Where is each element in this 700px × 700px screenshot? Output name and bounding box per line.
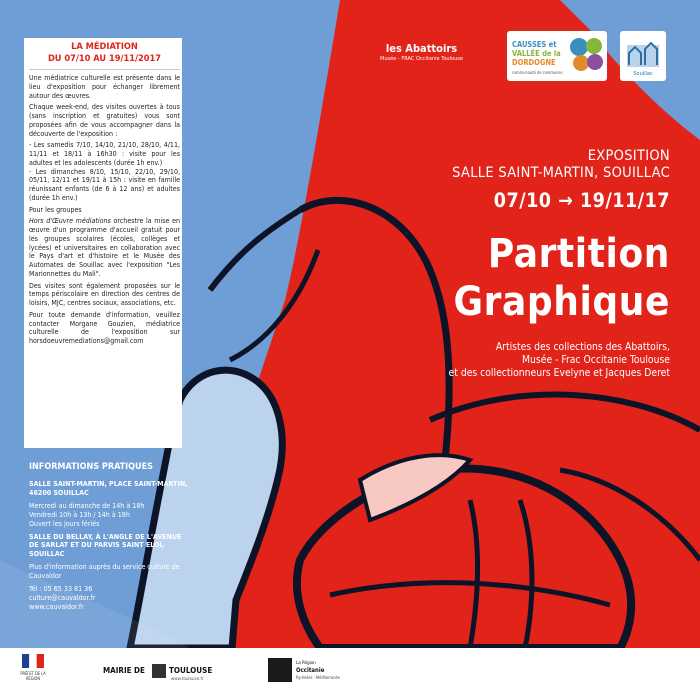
abattoirs-logo-name: les Abattoirs xyxy=(385,42,458,55)
causses-logo-line: CAUSSES et xyxy=(512,40,557,49)
more-info: Plus d'information auprès du service culture de Cauvaldor xyxy=(29,562,180,581)
exhibition-label xyxy=(360,148,670,164)
exhibition-label-text: EXPOSITION xyxy=(587,148,670,164)
causses-logo-line: DORDOGNE xyxy=(512,58,556,67)
mediation-contact: Pour toute demande d'information, veuillez contacter Morgane Gouzien, médiatrice culturelle de l'exposition sur horsdoeuvremediations@gmail.com xyxy=(29,309,180,345)
region-emblem-icon xyxy=(268,658,292,682)
souillac-logo xyxy=(620,31,666,81)
exhibition-venue xyxy=(360,165,670,181)
prefecture-logo xyxy=(14,654,52,694)
mediation-saturday-visits: - Les samedis 7/10, 14/10, 21/10, 28/10, 4/11, 11/11 et 18/11 à 16h30 : visite pour les adultes et les adolescents (durée 1h env.) xyxy=(29,140,180,167)
mediation-groups-text: orchestre la mise en œuvre d'un programme d'accueil gratuit pour les groupes scolaires (écoles, collèges et lycées) et universitaires en collaboration avec le Pays d'art et d'histoire et le Musée des Automates de Souillac avec l'exposition "Les Marionnettes du Mali". xyxy=(29,216,180,278)
causses-logo-line: VALLÉE de la xyxy=(512,49,561,58)
artists-credit-line: Artistes des collections des Abattoirs, xyxy=(495,341,670,353)
toulouse-url: www.toulouse.fr xyxy=(171,677,204,682)
abattoirs-logo-subtitle: Musée - FRAC Occitanie Toulouse xyxy=(380,56,463,62)
exhibition-venue-text: SALLE SAINT-MARTIN, SOUILLAC xyxy=(452,165,670,181)
mediation-panel xyxy=(24,38,182,448)
causses-vallee-logo xyxy=(507,31,607,81)
mediation-paragraph: Des visites sont également proposées sur le temps périscolaire en direction des centres de loisirs, MJC, centres sociaux, associations, etc. xyxy=(29,280,180,307)
opening-hours: Vendredi 10h à 13h / 14h à 18h xyxy=(29,509,130,519)
venue-address: SALLE SAINT-MARTIN, PLACE SAINT-MARTIN, 46200 SOUILLAC xyxy=(29,479,188,497)
exhibition-title-line-2: Graphique xyxy=(453,279,670,325)
practical-title: INFORMATIONS PRATIQUES xyxy=(29,462,153,472)
artists-credit-line: Musée - Frac Occitanie Toulouse xyxy=(522,354,670,366)
hors-doeuvre-name: Hors d'Œuvre médiations xyxy=(29,216,111,226)
phone-number: Tél : 05 65 33 81 36 xyxy=(29,584,93,594)
causses-emblem-icon xyxy=(567,35,605,75)
mediation-paragraph: Une médiatrice culturelle est présente dans le lieu d'exposition pour échanger librement autour des œuvres. xyxy=(29,73,180,100)
mediation-paragraph: Chaque week-end, des visites ouvertes à tous (sans inscription et gratuites) vous sont proposées afin de vous accompagner dans la découverte de l'exposition : xyxy=(29,102,180,138)
mediation-dates: DU 07/10 AU 19/11/2017 xyxy=(47,52,162,64)
mairie-label: MAIRIE DE xyxy=(103,666,145,675)
start-date: 07/10 xyxy=(493,189,552,212)
region-name: Occitanie xyxy=(296,667,325,674)
prefecture-logo-label: PRÉFET DE LA RÉGION xyxy=(20,671,46,681)
artists-credit-line: et des collectionneurs Evelyne et Jacques Deret xyxy=(448,367,670,379)
opening-hours: Mercredi au dimanche de 14h à 18h xyxy=(29,500,145,510)
end-date: 19/11/17 xyxy=(579,189,670,212)
divider xyxy=(29,69,180,70)
souillac-logo-label: Souillac xyxy=(633,71,653,77)
region-label: La Région xyxy=(296,661,316,666)
region-subtitle: Pyrénées · Méditerranée xyxy=(296,675,340,680)
mediation-groups-heading: Pour les groupes xyxy=(29,204,82,214)
causses-logo-subtitle: communauté de communes xyxy=(512,70,563,75)
souillac-abbey-icon xyxy=(625,35,661,69)
exhibition-dates xyxy=(360,190,670,212)
date-arrow-icon: → xyxy=(558,189,574,212)
abattoirs-logo xyxy=(349,37,494,71)
region-occitanie-logo xyxy=(268,658,358,692)
email-link[interactable]: culture@cauvaldor.fr xyxy=(29,592,96,602)
second-venue-address: SALLE DU BELLAY, À L'ANGLE DE L'AVENUE DE SARLAT ET DU PARVIS SAINT ELOI, SOUILLAC xyxy=(29,531,182,559)
mediation-groups-paragraph xyxy=(29,217,180,278)
mairie-toulouse-logo xyxy=(103,662,243,690)
french-flag-icon xyxy=(22,654,44,668)
website-link[interactable]: www.cauvaldor.fr xyxy=(29,601,84,611)
mediation-title: LA MÉDIATION xyxy=(71,41,138,52)
practical-info xyxy=(29,462,189,616)
mediation-sunday-visits: - Les dimanches 8/10, 15/10, 22/10, 29/10, 05/11, 12/11 et 19/11 à 15h : visite en famille réunissant enfants (de 6 à 12 ans) et adultes (durée 1h env.) xyxy=(29,166,180,202)
exhibition-title-line-1: Partition xyxy=(487,231,670,277)
toulouse-emblem-icon xyxy=(152,664,166,678)
toulouse-label: TOULOUSE xyxy=(169,666,213,675)
opening-hours: Ouvert les jours fériés xyxy=(29,518,100,528)
